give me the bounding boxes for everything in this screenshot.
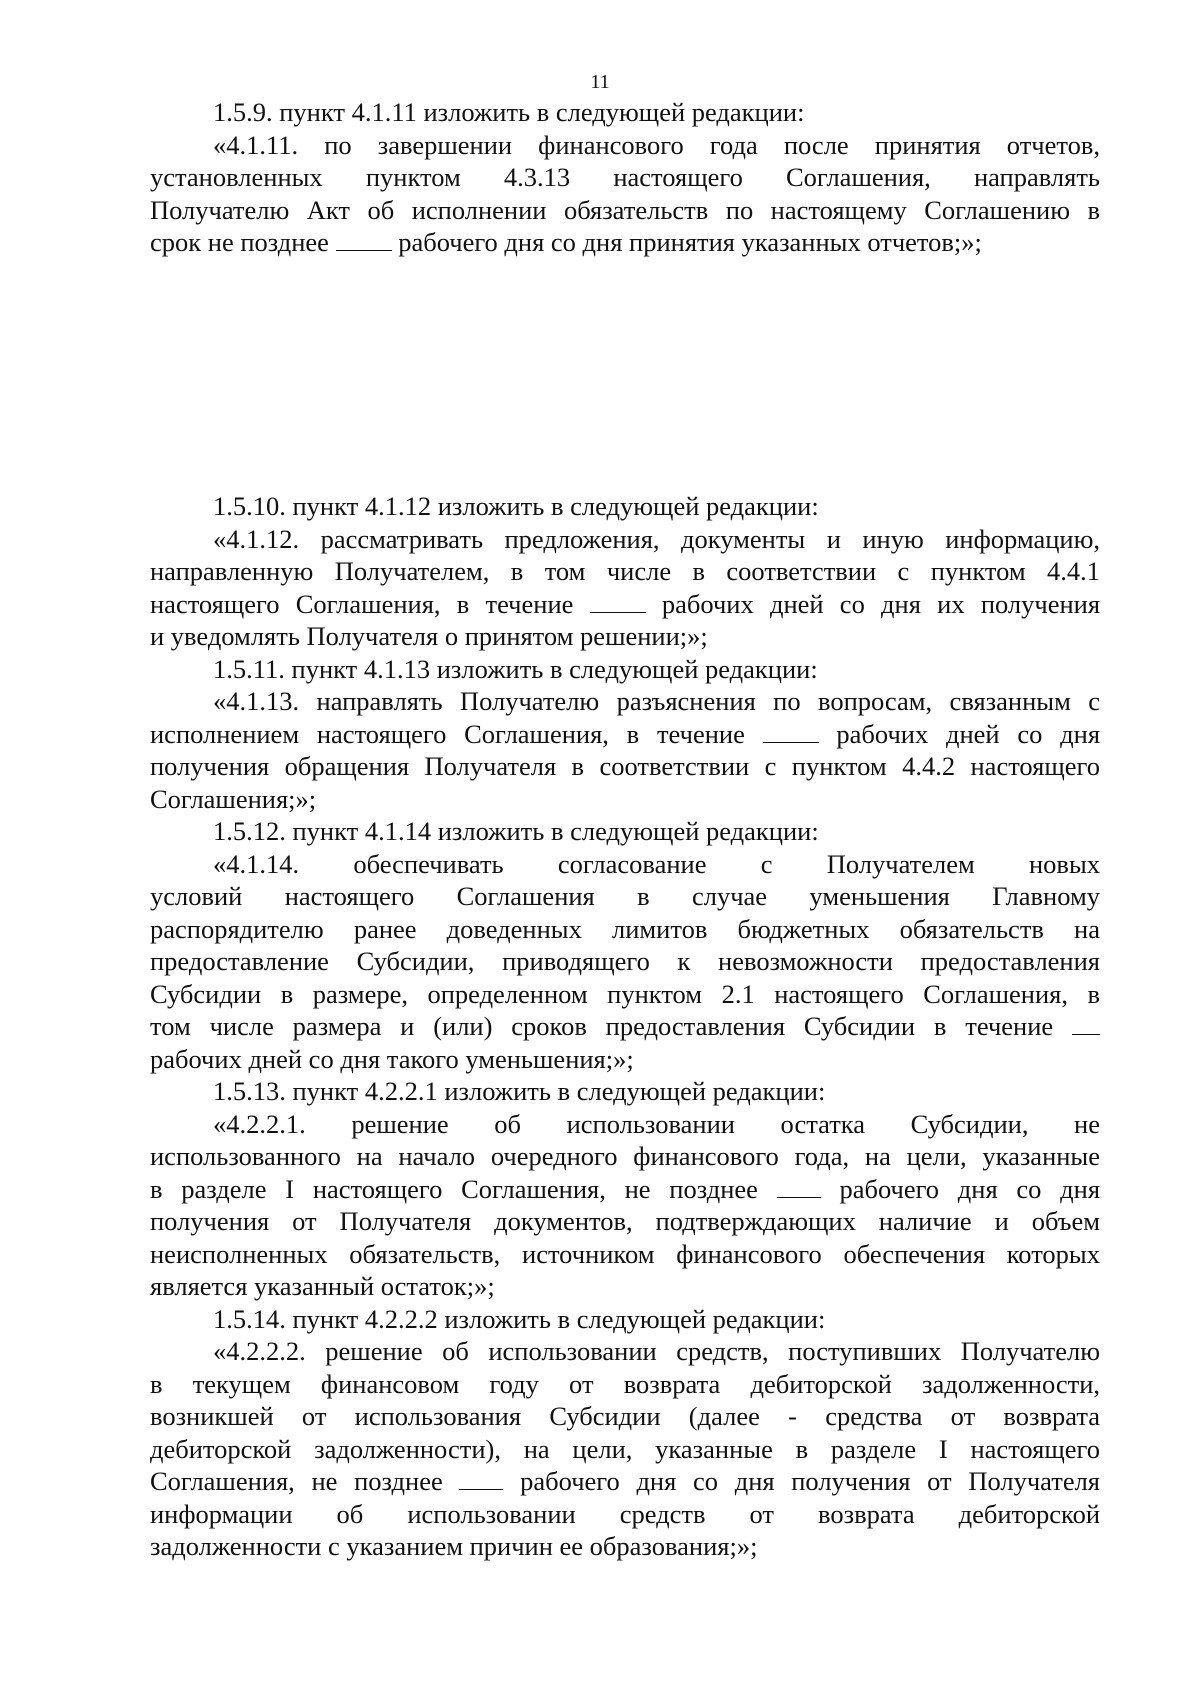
paragraph-line: неисполненных обязательств, источником финансового обеспечения которых bbox=[150, 1238, 1100, 1269]
paragraph-line: использованного на начало очередного финансового года, на цели, указанные bbox=[150, 1141, 1100, 1171]
paragraph-line: получения от Получателя документов, подтверждающих наличие и объем bbox=[150, 1206, 1100, 1236]
paragraph-line: в текущем финансовом году от возврата дебиторской задолженности, bbox=[150, 1368, 1100, 1399]
section-heading: 1.5.13. пункт 4.2.2.1 изложить в следующей редакции: bbox=[213, 1076, 826, 1106]
paragraph-line: направленную Получателем, в том числе в соответствии с пунктом 4.4.1 bbox=[150, 556, 1100, 586]
paragraph-line: является указанный остаток;»; bbox=[150, 1271, 495, 1301]
paragraph-line: возникшей от использования Субсидии (далее - средства от возврата bbox=[150, 1401, 1100, 1431]
blank-field bbox=[777, 1177, 821, 1198]
section-heading: 1.5.11. пункт 4.1.13 изложить в следующей редакции: bbox=[213, 653, 818, 684]
paragraph-line: установленных пунктом 4.3.13 настоящего Соглашения, направлять bbox=[150, 162, 1100, 192]
section-heading: 1.5.14. пункт 4.2.2.2 изложить в следующей редакции: bbox=[213, 1303, 826, 1334]
paragraph-line: дебиторской задолженности), на цели, указанные в разделе I настоящего bbox=[150, 1433, 1100, 1464]
section-heading: 1.5.12. пункт 4.1.14 изложить в следующей редакции: bbox=[213, 816, 819, 846]
paragraph-line: в разделе I настоящего Соглашения, не позднее рабочего дня со дня bbox=[150, 1173, 1101, 1204]
paragraph-line: распорядителю ранее доведенных лимитов бюджетных обязательств на bbox=[150, 913, 1100, 944]
paragraph-line: настоящего Соглашения, в течение рабочих дней со дня их получения bbox=[150, 588, 1101, 619]
paragraph-line: «4.1.13. направлять Получателю разъяснения по вопросам, связанным с bbox=[213, 686, 1100, 716]
paragraph-line: срок не позднее рабочего дня со дня принятия указанных отчетов;»; bbox=[150, 227, 982, 257]
paragraph-line: том числе размера и (или) сроков предоставления Субсидии в течение bbox=[150, 1010, 1100, 1043]
paragraph-line: информации об использовании средств от возврата дебиторской bbox=[150, 1498, 1100, 1529]
paragraph-line: исполнением настоящего Соглашения, в течение рабочих дней со дня bbox=[150, 718, 1101, 749]
paragraph-line: и уведомлять Получателя о принятом решении;»; bbox=[150, 621, 708, 651]
paragraph-line: «4.1.14. обеспечивать согласование с Получателем новых bbox=[213, 848, 1100, 879]
paragraph-line: «4.2.2.1. решение об использовании остатка Субсидии, не bbox=[213, 1108, 1100, 1139]
paragraph-line: Субсидии в размере, определенном пунктом 2.1 настоящего Соглашения, в bbox=[150, 978, 1100, 1009]
paragraph-line: Соглашения;»; bbox=[150, 783, 317, 814]
paragraph-line: получения обращения Получателя в соответствии с пунктом 4.4.2 настоящего bbox=[150, 751, 1100, 781]
paragraph-line: «4.2.2.2. решение об использовании средств, поступивших Получателю bbox=[213, 1336, 1100, 1366]
page-number: 11 bbox=[590, 71, 610, 93]
blank-field bbox=[459, 1469, 503, 1490]
blank-field bbox=[590, 592, 646, 613]
blank-field bbox=[763, 722, 819, 743]
paragraph-line: условий настоящего Соглашения в случае уменьшения Главному bbox=[150, 881, 1100, 911]
paragraph-line: «4.1.12. рассматривать предложения, документы и иную информацию, bbox=[213, 523, 1100, 554]
paragraph-line: «4.1.11. по завершении финансового года после принятия отчетов, bbox=[213, 129, 1100, 160]
paragraph-line: Соглашения, не позднее рабочего дня со дня получения от Получателя bbox=[150, 1466, 1101, 1496]
section-heading: 1.5.10. пункт 4.1.12 изложить в следующей редакции: bbox=[213, 491, 819, 521]
section-heading: 1.5.9. пункт 4.1.11 изложить в следующей редакции: bbox=[213, 97, 805, 127]
blank-field bbox=[1072, 1014, 1100, 1035]
blank-field bbox=[336, 230, 392, 251]
paragraph-line: предоставление Субсидии, приводящего к невозможности предоставления bbox=[150, 946, 1100, 976]
paragraph-line: рабочих дней со дня такого уменьшения;»; bbox=[150, 1043, 634, 1074]
sections-continued bbox=[150, 490, 1100, 1563]
section-1-5-9 bbox=[150, 96, 1100, 259]
paragraph-line: задолженности с указанием причин ее образования;»; bbox=[150, 1531, 758, 1561]
paragraph-line: Получателю Акт об исполнении обязательств по настоящему Соглашению в bbox=[150, 194, 1100, 225]
